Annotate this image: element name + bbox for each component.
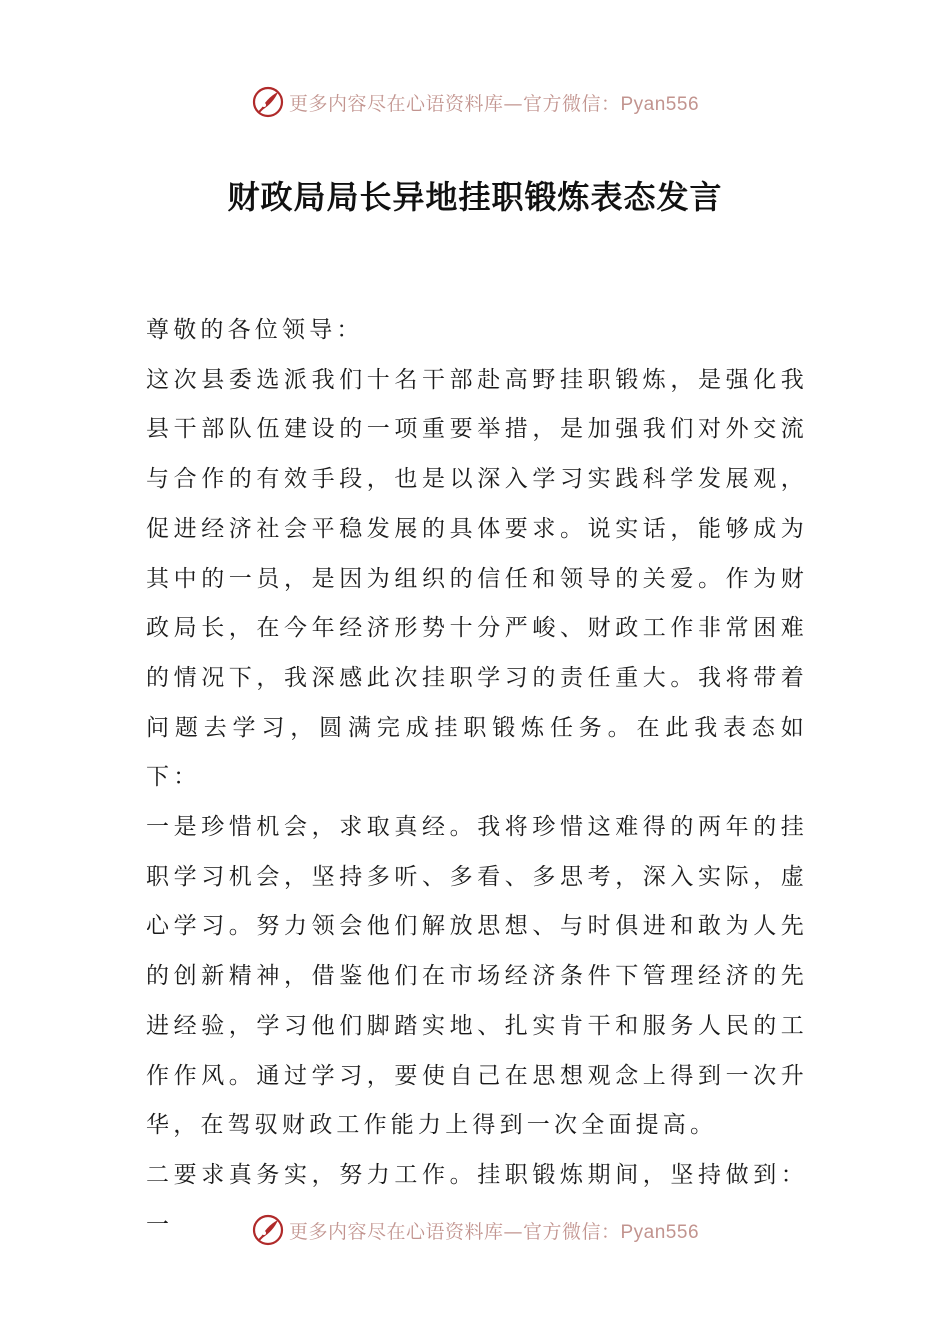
quill-pen-logo-icon bbox=[251, 85, 285, 119]
quill-pen-logo-icon bbox=[251, 1213, 285, 1247]
document-body bbox=[146, 306, 808, 1250]
footer-watermark-banner bbox=[0, 1210, 950, 1250]
paragraph-point-two: 二要求真务实，努力工作。挂职锻炼期间，坚持做到：一 bbox=[146, 1161, 808, 1238]
banner-wechat-id: Pyan556 bbox=[620, 93, 700, 115]
salutation: 尊敬的各位领导： bbox=[146, 317, 364, 343]
banner-main-text: 更多内容尽在心语资料库—官方微信： bbox=[288, 92, 621, 115]
banner-text bbox=[289, 89, 699, 116]
header-watermark-banner bbox=[0, 82, 950, 122]
banner-text bbox=[289, 1217, 699, 1244]
banner-wechat-id: Pyan556 bbox=[620, 1221, 700, 1243]
paragraph-point-one: 一是珍惜机会，求取真经。我将珍惜这难得的两年的挂职学习机会，坚持多听、多看、多思考，深入实际，虚心学习。努力领会他们解放思想、与时俱进和敢为人先的创新精神，借鉴他们在市场经济条件下管理经济的先进经验，学习他们脚踏实地、扎实肯干和服务人民的工作作风。通过学习，要使自己在思想观念上得到一次升华，在驾驭财政工作能力上得到一次全面提高。 bbox=[146, 814, 808, 1139]
paragraph-intro: 这次县委选派我们十名干部赴高野挂职锻炼，是强化我县干部队伍建设的一项重要举措，是加强我们对外交流与合作的有效手段，也是以深入学习实践科学发展观，促进经济社会平稳发展的具体要求。说实话，能够成为其中的一员，是因为组织的信任和领导的关爱。作为财政局长，在今年经济形势十分严峻、财政工作非常困难的情况下，我深感此次挂职学习的责任重大。我将带着问题去学习，圆满完成挂职锻炼任务。在此我表态如下： bbox=[146, 366, 808, 791]
document-title: 财政局局长异地挂职锻炼表态发言 bbox=[227, 178, 723, 216]
banner-main-text: 更多内容尽在心语资料库—官方微信： bbox=[288, 1220, 621, 1243]
